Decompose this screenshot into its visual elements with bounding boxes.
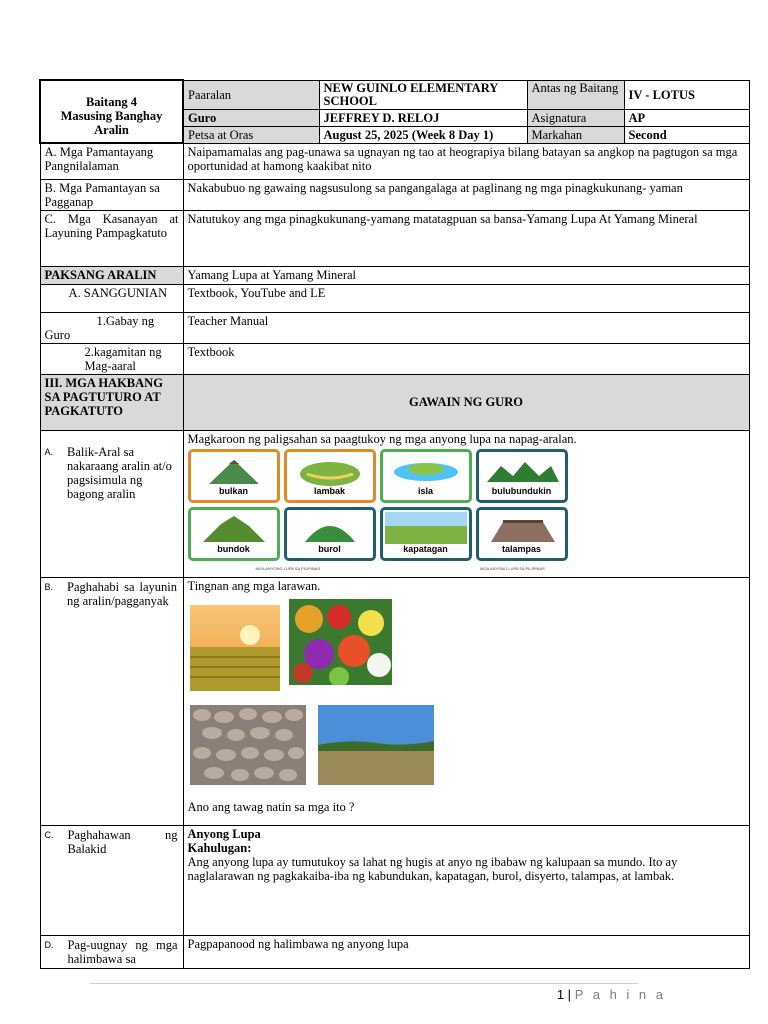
teacher-guide-text: Teacher Manual: [183, 312, 749, 343]
step-c-label: [40, 825, 183, 935]
landform-tile-label: bundok: [217, 543, 250, 554]
landform-tiles: [188, 449, 745, 561]
teacher-guide-label: 1.Gabay ng Guro: [40, 312, 183, 343]
step-a-text: Balik-Aral sa nakaraang aralin at/o pagsisimula ng bagong aralin: [67, 444, 172, 501]
step-b-question: Ano ang tawag natin sa mga ito ?: [187, 799, 355, 814]
competency-text: Natutukoy ang mga pinagkukunang-yamang matatagpuan sa bansa-Yamang Lupa At Yamang Mineral: [183, 210, 749, 266]
page-word: P a h i n a: [574, 987, 666, 1002]
date-value: August 25, 2025 (Week 8 Day 1): [319, 126, 527, 143]
landform-tile: [476, 507, 568, 561]
quarter-label: Markahan: [527, 126, 624, 143]
stones-photo: [190, 705, 306, 785]
teacher-label: Guro: [183, 109, 319, 126]
landform-tile-label: isla: [417, 485, 433, 496]
teacher-value: JEFFREY D. RELOJ: [319, 109, 527, 126]
step-c-bullet: C.: [44, 829, 54, 840]
land-field-photo: [318, 705, 434, 785]
grade-title-line: Masusing Banghay: [60, 109, 163, 123]
landform-tile: [188, 449, 280, 503]
grade-title-line: Baitang 4: [85, 95, 138, 109]
tiles-caption: [188, 562, 745, 576]
landform-tile: [284, 507, 376, 561]
date-label: Petsa at Oras: [183, 126, 319, 143]
teacher-activity-heading: GAWAIN NG GURO: [183, 374, 749, 430]
step-c-content: [183, 825, 749, 935]
step-d-bullet: D.: [44, 939, 54, 950]
rice-field-photo: [190, 605, 280, 691]
landform-tile: [476, 449, 568, 503]
step-b-content: [183, 577, 749, 825]
step-a-instruction: Magkaroon ng paligsahan sa paagtukoy ng mga anyong lupa na napag-aralan.: [187, 431, 577, 446]
quarter-value: Second: [624, 126, 749, 143]
landform-tile: [188, 507, 280, 561]
subject-value: AP: [624, 109, 749, 126]
step-a-bullet: A.: [44, 446, 54, 457]
page-number: 1: [556, 987, 565, 1002]
step-a-content: [183, 430, 749, 577]
step-b-label: [40, 577, 183, 825]
landform-tile-label: lambak: [313, 485, 346, 496]
step-c-title: Anyong Lupa: [187, 826, 261, 841]
step-a-label: [40, 430, 183, 577]
step-d-content: Pagpapanood ng halimbawa ng anyong lupa: [183, 935, 749, 968]
lesson-plan-sheet: [39, 79, 748, 969]
step-d-label: [40, 935, 183, 968]
step-c-text: Paghahawan ng Balakid: [67, 827, 178, 856]
fruits-vegetables-photo: [289, 599, 392, 685]
reference-label: A. SANGGUNIAN: [40, 284, 183, 312]
content-standard-text: Naipamamalas ang pag-unawa sa ugnayan ng tao at heograpiya bilang batayan sa angkop na pagtugon sa mga oportunidad at hamong kaakibat nito: [183, 143, 749, 179]
grade-level-label: Antas ng Baitang: [527, 80, 624, 109]
landform-tile-label: bulubundukin: [491, 485, 552, 496]
grade-title: [40, 80, 183, 143]
learner-materials-label: 2.kagamitan ng Mag-aaral: [40, 343, 183, 374]
grade-title-line: Aralin: [94, 123, 129, 137]
landform-tile-label: talampas: [501, 543, 542, 554]
landform-tile: [380, 507, 472, 561]
landform-tile-label: bulkan: [218, 485, 248, 496]
photo-group: [188, 599, 745, 794]
step-c-definition: Ang anyong lupa ay tumutukoy sa lahat ng hugis at anyo ng ibabaw ng kalupaan sa mundo. Ito ay naglalarawan ng pagkakaiba-iba ng kabundukan, kapatagan, burol, disyerto, talampas, at lambak.: [187, 854, 678, 883]
step-c-subtitle: Kahulugan:: [187, 840, 252, 855]
performance-standard-label: B. Mga Pamantayan sa Pagganap: [40, 179, 183, 210]
grade-level-value: IV - LOTUS: [624, 80, 749, 109]
steps-label: III. MGA HAKBANG SA PAGTUTURO AT PAGKATUTO: [40, 374, 183, 430]
topic-text: Yamang Lupa at Yamang Mineral: [183, 266, 749, 284]
lesson-plan-table: [39, 79, 750, 969]
subject-label: Asignatura: [527, 109, 624, 126]
landform-tile: [380, 449, 472, 503]
topic-label: PAKSANG ARALIN: [40, 266, 183, 284]
step-b-text: Paghahabi sa layunin ng aralin/pagganyak: [67, 579, 178, 608]
step-d-text: Pag-uugnay ng mga halimbawa sa: [67, 937, 178, 966]
step-b-bullet: B.: [44, 581, 54, 592]
school-value: NEW GUINLO ELEMENTARY SCHOOL: [319, 80, 527, 109]
competency-label: C. Mga Kasanayan at Layuning Pampagkatuto: [40, 210, 183, 266]
landform-tile-label: kapatagan: [403, 543, 448, 554]
landform-tile-label: burol: [318, 543, 341, 554]
page-separator: |: [567, 987, 572, 1002]
content-standard-label: A. Mga Pamantayang Pangnilalaman: [40, 143, 183, 179]
page-footer: [557, 987, 666, 1002]
step-b-instruction: Tingnan ang mga larawan.: [187, 578, 321, 593]
landform-tile: [284, 449, 376, 503]
tiles-caption-left: MGA ANYONG LUPA SA PILIPINAS: [255, 565, 321, 571]
school-label: Paaralan: [183, 80, 319, 109]
performance-standard-text: Nakabubuo ng gawaing nagsusulong sa pangangalaga at paglinang ng mga pinagkukunang- yaman: [183, 179, 749, 210]
reference-text: Textbook, YouTube and LE: [183, 284, 749, 312]
footer-divider: [90, 983, 638, 984]
learner-materials-text: Textbook: [183, 343, 749, 374]
tiles-caption-right: MGA ANYONG LUPA SA PILIPINAS: [480, 565, 545, 571]
